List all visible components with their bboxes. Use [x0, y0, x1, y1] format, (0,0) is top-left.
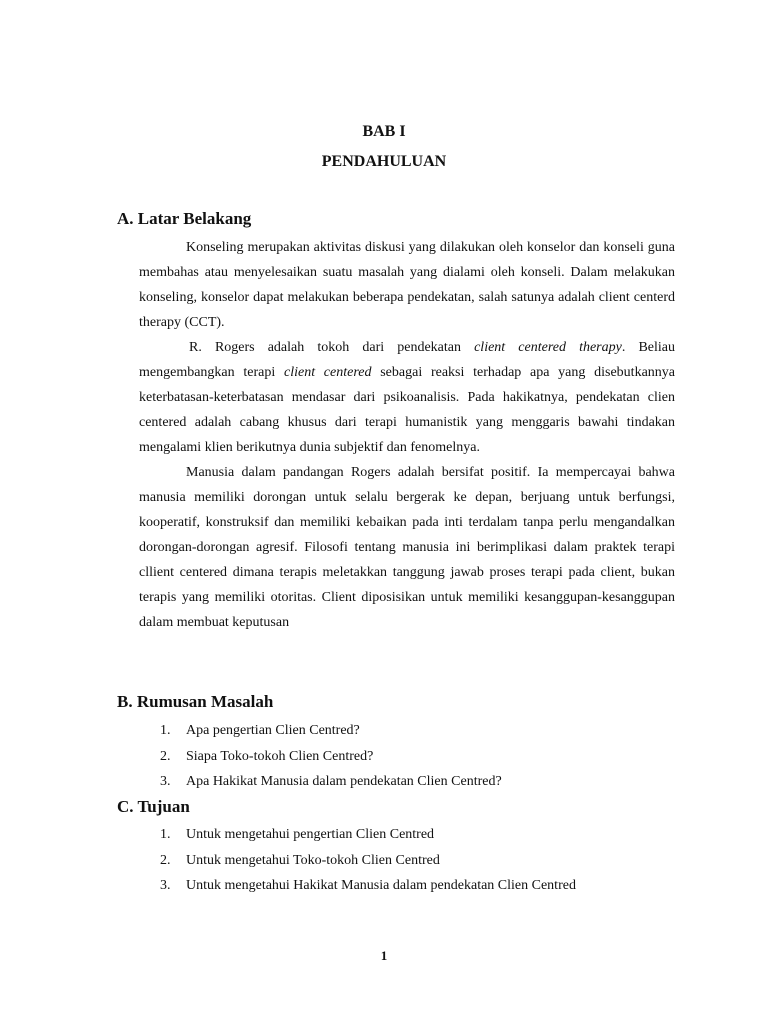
rogers-text-3: sebagai reaksi terhadap apa yang disebutkannya keterbatasan-keterbatasan mendasar dari psikoanalisis. Pada hakikatnya, pendekatan clien centered adalah cabang khusus dari terapi humanistik yang menggaris bawahi tindakan mengalami klien berikutnya dunia subjektif dan fenomelnya. — [139, 365, 676, 455]
list-item-text: Siapa Toko-tokoh Clien Centred? — [186, 748, 374, 764]
list-item — [160, 873, 576, 899]
list-item-number: 2. — [160, 852, 171, 868]
rogers-term-client-centered: client centered — [283, 365, 372, 380]
list-item — [160, 769, 502, 795]
list-item-number: 3. — [160, 774, 171, 789]
chapter-number: BAB I — [362, 123, 406, 140]
rogers-text-1: R. Rogers adalah tokoh dari pendekatan — [189, 340, 461, 355]
paragraph-konseling: Konseling merupakan aktivitas diskusi yang dilakukan oleh konselor dan konseli guna membahas atau menyelesaikan suatu masalah yang dialami oleh konseli. Dalam melakukan konseling, konselor dapat melakukan beberapa pendekatan, salah satunya adalah client centerd therapy (CCT). — [139, 240, 675, 330]
list-item — [160, 822, 576, 848]
list-item-text: Apa Hakikat Manusia dalam pendekatan Clien Centred? — [186, 774, 502, 789]
list-item-number: 3. — [160, 878, 171, 893]
section-heading-tujuan: C. Tujuan — [117, 797, 190, 816]
list-item-text: Untuk mengetahui Toko-tokoh Clien Centred — [186, 852, 440, 868]
list-item-number: 1. — [160, 723, 171, 738]
list-item-number: 2. — [160, 748, 171, 764]
rogers-term-cct: client centered therapy — [474, 340, 622, 355]
section-heading-rumusan-masalah: B. Rumusan Masalah — [117, 692, 274, 711]
list-item-text: Untuk mengetahui pengertian Clien Centred — [186, 827, 435, 842]
rumusan-masalah-list — [160, 718, 502, 795]
page-number: 1 — [380, 948, 388, 963]
tujuan-list — [160, 822, 576, 899]
list-item-number: 1. — [160, 827, 171, 842]
list-item-text: Untuk mengetahui Hakikat Manusia dalam pendekatan Clien Centred — [186, 878, 576, 893]
rogers-text-2: . Beliau mengembangkan terapi — [139, 340, 676, 380]
section-heading-latar-belakang: A. Latar Belakang — [117, 209, 252, 228]
list-item — [160, 744, 502, 770]
chapter-title: PENDAHULUAN — [321, 153, 447, 170]
latar-belakang-body — [139, 235, 675, 635]
list-item-text: Apa pengertian Clien Centred? — [186, 723, 360, 738]
list-item — [160, 718, 502, 744]
list-item — [160, 848, 576, 874]
paragraph-manusia: Manusia dalam pandangan Rogers adalah bersifat positif. Ia mempercayai bahwa manusia memiliki dorongan untuk selalu bergerak ke depan, berjuang untuk berfungsi, kooperatif, konstruksif dan memiliki kebaikan pada inti terdalam tanpa perlu mengandalkan dorongan-dorongan agresif. Filosofi tentang manusia ini berimplikasi dalam praktek terapi cllient centered dimana terapis meletakkan tanggung jawab proses terapi pada client, bukan terapis yang memiliki otoritas. Client diposisikan untuk memiliki kesanggupan-kesanggupan dalam membuat keputusan — [139, 465, 675, 630]
paragraph-rogers — [139, 335, 675, 460]
